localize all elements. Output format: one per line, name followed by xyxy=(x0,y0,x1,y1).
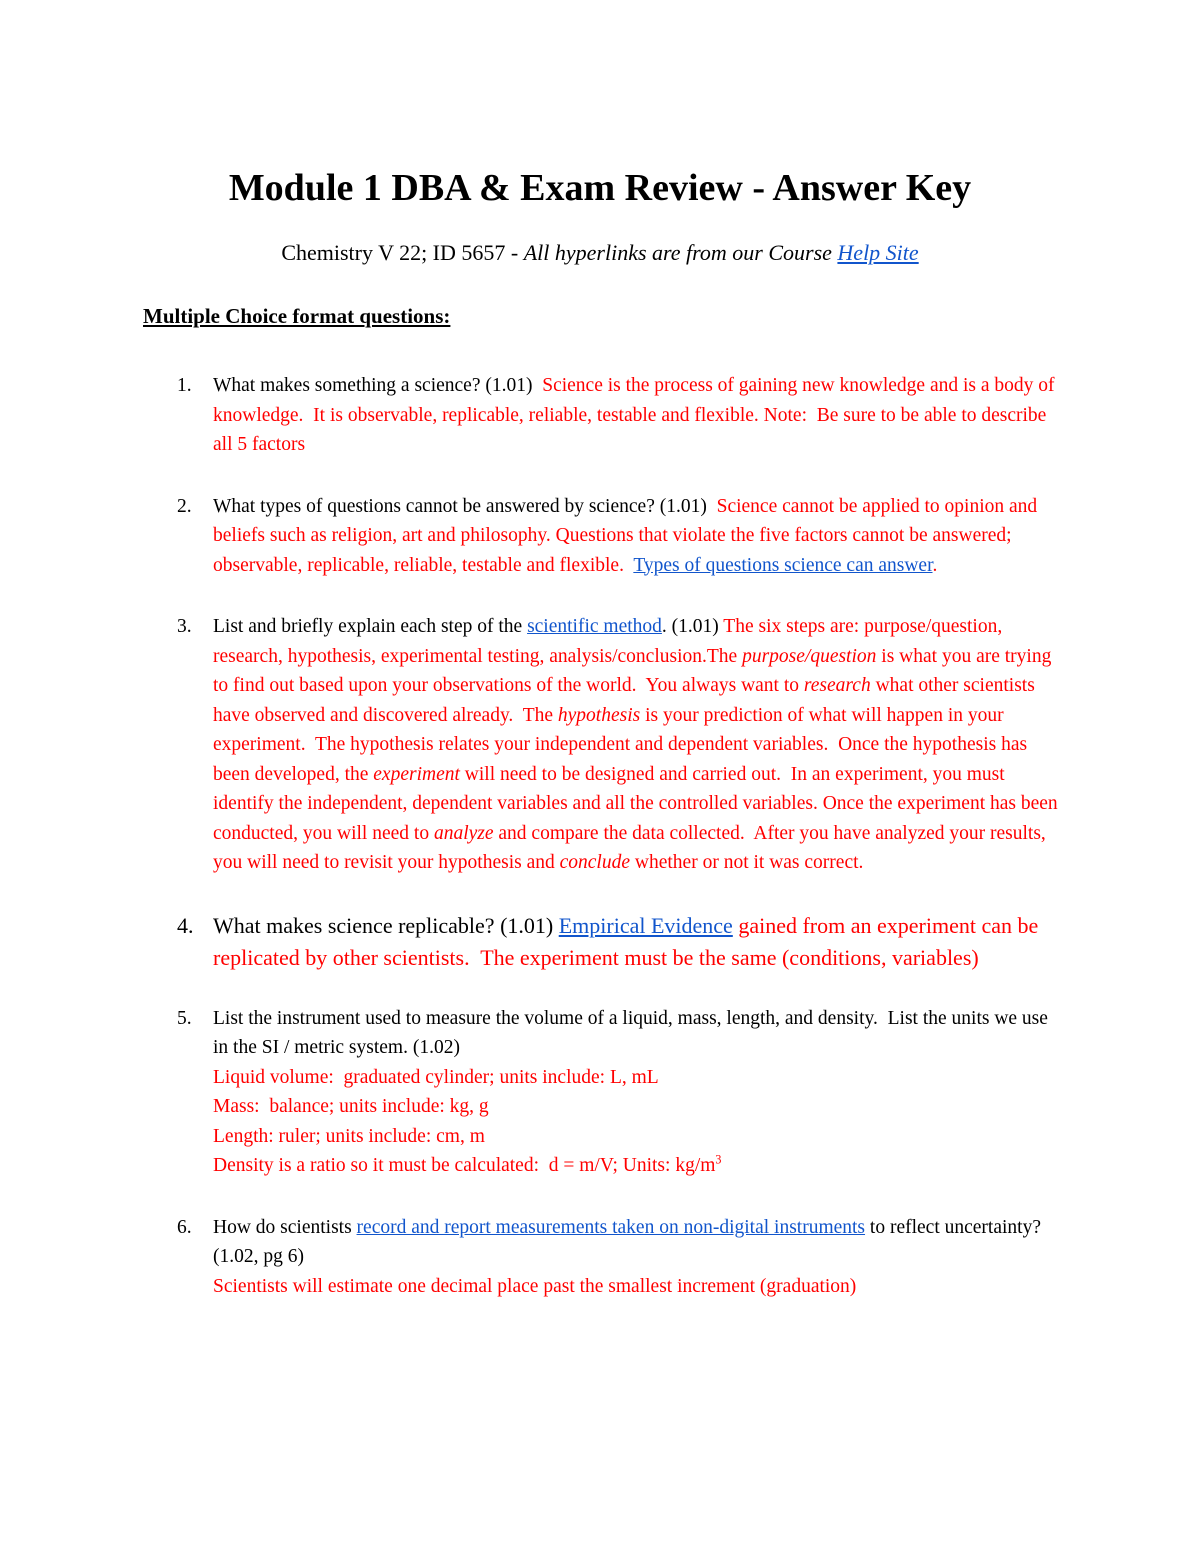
question-number: 5. xyxy=(177,1007,192,1029)
question-number: 3. xyxy=(177,616,192,637)
help-site-link[interactable]: Help Site xyxy=(837,240,919,265)
text-run: analyze xyxy=(433,822,494,844)
text-run: . (1.01) xyxy=(661,616,724,637)
text-run: Science is the process of gaining new knowledge and is a body of knowledge. It is observable, replicable, reliable, testable and flexible. Note: Be sure to be able to describe all 5 factors xyxy=(213,375,1060,455)
text-run: Density is a ratio so it must be calculated: d = m/V; Units: kg/m xyxy=(213,1155,716,1176)
text-run: What types of questions cannot be answered by science? (1.01) xyxy=(213,495,717,517)
question-number: 2. xyxy=(177,495,192,517)
question-item-5 xyxy=(177,1004,1061,1181)
text-run: purpose/question xyxy=(742,645,877,667)
text-run: and compare the data collected. After you have analyzed your results, you will need to revisit your hypothesis and xyxy=(213,822,1051,873)
text-run: to reflect uncertainty? (1.02, pg 6) xyxy=(213,1216,1046,1267)
question-item-1 xyxy=(177,371,1061,460)
text-run: conclude xyxy=(559,852,631,873)
text-run: Liquid volume: graduated cylinder; units include: L, mL xyxy=(213,1066,659,1088)
text-run: What makes something a science? (1.01) xyxy=(213,375,543,396)
text-run: How do scientists xyxy=(213,1216,357,1238)
question-item-3 xyxy=(177,612,1063,878)
question-item-2 xyxy=(177,492,1061,581)
record-report-measurements-link[interactable]: record and report measurements taken on non-digital instruments xyxy=(356,1216,866,1238)
questions-list xyxy=(0,371,1200,1301)
scientific-method-link[interactable]: scientific method xyxy=(527,616,662,637)
text-run: Scientists will estimate one decimal place past the smallest increment (graduation) xyxy=(213,1275,857,1297)
page-title: Module 1 DBA & Exam Review - Answer Key xyxy=(228,167,972,209)
question-item-6 xyxy=(177,1213,1061,1302)
text-run: experiment xyxy=(373,763,460,785)
text-run: hypothesis xyxy=(557,704,641,726)
question-number: 4. xyxy=(177,912,194,938)
subtitle xyxy=(0,240,1200,266)
text-run: will need to be designed and carried out. In an experiment, you must identify the independent, dependent variables and all the controlled variables. Once the experiment has been conducted, you will need to xyxy=(213,763,1063,844)
text-run: whether or not it was correct. xyxy=(630,852,864,873)
text-run: . xyxy=(932,554,938,576)
text-run: is what you are trying to find out based upon your observations of the world. You always want to xyxy=(213,645,1057,696)
text-run: List and briefly explain each step of the xyxy=(213,616,528,637)
text-run: List the instrument used to measure the volume of a liquid, mass, length, and density. List the units we use in the SI / metric system. (1.02) xyxy=(213,1007,1053,1058)
question-item-4 xyxy=(177,910,1061,974)
subtitle-italic: All hyperlinks are from our Course xyxy=(523,240,838,265)
text-run: Science cannot be applied to opinion and beliefs such as religion, art and philosophy. Questions that violate the five factors cannot be answered; observable, replicable, reliable, testable and flexible. xyxy=(213,495,1043,576)
text-run: The six steps are: purpose/question, research, hypothesis, experimental testing, analysis/conclusion.The xyxy=(213,616,1008,667)
text-run: What makes science replicable? (1.01) xyxy=(213,912,559,938)
text-run: gained from an experiment can be replicated by other scientists. The experiment must be the same (conditions, variables) xyxy=(213,912,1044,970)
section-heading: Multiple Choice format questions: xyxy=(143,304,451,328)
question-number: 6. xyxy=(177,1216,192,1238)
text-run: research xyxy=(803,675,871,696)
text-run: is your prediction of what will happen in your experiment. The hypothesis relates your independent and dependent variables. Once the hypothesis has been developed, the xyxy=(213,704,1032,785)
text-run: what other scientists have observed and discovered already. The xyxy=(213,675,1040,726)
question-number: 1. xyxy=(177,375,192,396)
superscript-text: 3 xyxy=(715,1152,722,1167)
text-run: Length: ruler; units include: cm, m xyxy=(213,1125,485,1147)
subtitle-plain: Chemistry V 22; ID 5657 - xyxy=(281,240,524,265)
types-of-questions-link[interactable]: Types of questions science can answer xyxy=(633,554,933,576)
text-run: Mass: balance; units include: kg, g xyxy=(213,1096,489,1117)
empirical-evidence-link[interactable]: Empirical Evidence xyxy=(558,912,733,938)
